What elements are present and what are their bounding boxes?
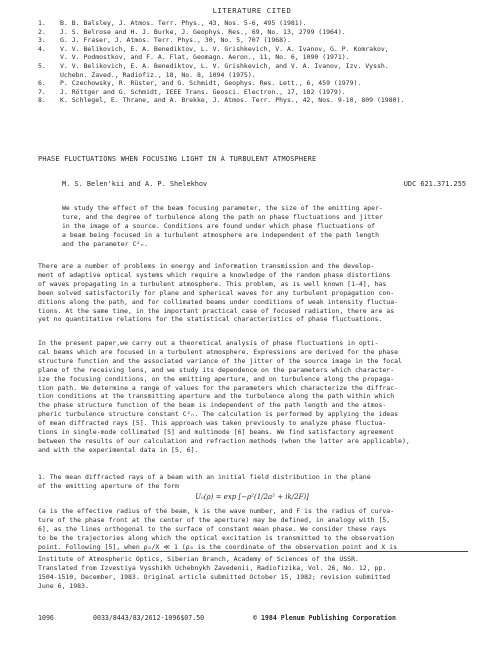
reference-number: 5.	[38, 61, 46, 70]
intro-paragraph	[38, 262, 482, 324]
footnote	[38, 555, 482, 591]
body-line: tion path. We determine a range of values for the parameters which characterize the diffrac-	[38, 383, 399, 392]
body-line: cal beams which are focused in a turbulent atmosphere. Expressions are derived for the phase	[38, 347, 399, 356]
reference-text: G. J. Fraser, J. Atmos. Terr. Phys., 30, No. 5, 707 (1968).	[60, 36, 291, 45]
reference-number: 1.	[38, 19, 46, 27]
body-line: 6], as the lines orthogonal to the surface of constant mean phase. We consider these rays	[38, 524, 387, 533]
body-line: between the results of our calculation and refraction methods (when the latter are applicable),	[38, 436, 410, 445]
footnote-line: 1504-1510, December, 1983. Original article submitted October 15, 1982; revision submitted	[38, 572, 391, 581]
body-line: In the present paper,we carry out a theoretical analysis of phase fluctuations in opti-	[38, 339, 379, 347]
udc-code: UDC 621.371.255	[403, 180, 466, 188]
body-line: ture of the phase front at the center of the aperture) may be defined, in analogy with [5,	[38, 515, 391, 524]
body-line: There are a number of problems in energy and information transmission and the develop-	[38, 262, 375, 270]
reference-number: 6.	[38, 79, 46, 88]
present-paper-paragraph	[38, 339, 482, 455]
abstract-line: We study the effect of the beam focusing parameter, the size of the emitting aper-	[62, 204, 383, 212]
body-line: been solved satisfactorily for plane and spherical waves for any turbulent propagation con-	[38, 288, 395, 297]
body-line: tions. At the same time, in the important practical case of focused radiation, there are as	[38, 306, 395, 315]
article-code: 0033/8443/83/2612-1096$07.50	[93, 614, 205, 622]
body-line: and with the experimental data in [5, 6].	[38, 445, 199, 454]
article-authors: M. S. Belen'kii and A. P. Shelekhov	[62, 180, 208, 188]
body-line: ditions along the path, and for collimated beams under conditions of weak intensity fluctua-	[38, 297, 399, 306]
reference-item	[38, 28, 478, 37]
reference-number: 7.	[38, 87, 46, 96]
reference-text: J. S. Belrose and H. J. Burke, J. Geophys. Res., 69, No. 13, 2799 (1964).	[60, 27, 346, 36]
body-line: pheric turbulence structure constant C²ₙ. The calculation is performed by applying the ideas	[38, 410, 399, 419]
reference-item	[38, 88, 478, 97]
section-one-paragraph	[38, 473, 482, 491]
field-distribution-formula: U₀(ρ) = exp [−ρ²(1/2a² + ik/2F)]	[195, 493, 309, 501]
reference-list	[38, 19, 478, 105]
footnote-line: June 6, 1983.	[38, 581, 89, 590]
body-line: 1. The mean diffracted rays of a beam with an initial field distribution in the plane	[38, 473, 371, 481]
reference-text: V. V. Belikovich, E. A. Benediktov, L. V. Grishkevich, V. A. Ivanov, G. P. Komrakov,	[60, 44, 389, 53]
article-title: PHASE FLUCTUATIONS WHEN FOCUSING LIGHT IN A TURBULENT ATMOSPHERE	[38, 155, 317, 163]
body-line: the phase structure function of the beam is independent of the path length and the atmos-	[38, 401, 387, 410]
body-line: of waves propagating in a turbulent atmosphere. This problem, as is well known [1-4], has	[38, 279, 387, 288]
footnote-line: Translated from Izvestiya Vysshikh Uchebnykh Zavedenii, Radiofizika, Vol. 26, No. 12, pp.	[38, 563, 387, 572]
footnote-line: Institute of Atmospheric Optics, Siberian Branch, Academy of Sciences of the USSR.	[38, 555, 359, 563]
reference-text: B. B. Balsley, J. Atmos. Terr. Phys., 43, Nos. 5-6, 495 (1981).	[60, 19, 307, 27]
body-line: tions in single-mode collimated [5] and multimode [6] beams. We find satisfactory agreement	[38, 428, 395, 437]
copyright-notice: © 1984 Plenum Publishing Corporation	[253, 614, 396, 622]
body-line: structure function and the associated variance of the jitter of the source image in the focal	[38, 356, 402, 365]
reference-number: 3.	[38, 36, 46, 45]
body-line: plane of the receiving lens, and we study its dependence on the parameters which character-	[38, 365, 395, 374]
abstract-line: a beam being focused in a turbulent atmosphere are independent of the path length	[62, 230, 379, 239]
abstract-line: ture, and the degree of turbulence along the path on phase fluctuations and jitter	[62, 212, 383, 221]
reference-text: V. V. Belikovich, E. A. Benediktov, L. V. Grishkevich, and V. A. Ivanov, Izv. Vyssh.	[60, 61, 389, 70]
reference-number: 8.	[38, 96, 46, 105]
page-number: 1096	[38, 614, 54, 622]
reference-item	[38, 62, 478, 79]
body-line: ize the focusing conditions, on the emitting aperture, and on turbulence along the propaga-	[38, 374, 395, 383]
body-line: yet no quantitative relations for the statistical characteristics of phase fluctuations.	[38, 315, 383, 324]
reference-text: P. Czechowsky, R. Rüster, and G. Schmidt, Geophys. Res. Lett., 6, 459 (1979).	[60, 79, 362, 88]
definition-paragraph	[38, 507, 482, 552]
body-line: ment of adaptive optical systems which require a knowledge of the random phase distortions	[38, 270, 391, 279]
abstract-line: in the image of a source. Conditions are found under which phase fluctuations of	[62, 221, 376, 230]
reference-text: V. V. Podmostkov, and F. A. Flat, Geomagn. Aeron., 11, No. 6, 1090 (1971).	[60, 53, 350, 62]
reference-item	[38, 45, 478, 62]
reference-text: J. Röttger and G. Schmidt, IEEE Trans. Geosci. Electron., 17, 182 (1979).	[60, 87, 346, 96]
body-line: tion conditions at the transmitting aperture and the turbulence along the path within which	[38, 392, 395, 401]
body-line: to be the trajectories along which the optical excitation is transmitted to the observation	[38, 533, 395, 542]
literature-cited-heading: LITERATURE CITED	[212, 6, 292, 15]
reference-text: Uchebn. Zaved., Radiofiz., 18, No. 8, 1094 (1975).	[60, 70, 256, 79]
footnote-divider	[38, 551, 468, 552]
reference-item	[38, 96, 478, 105]
abstract	[62, 204, 482, 249]
reference-text: K. Schlegel, E. Thrane, and A. Brekke, J. Atmos. Terr. Phys., 42, Nos. 9-10, 809 (1980).	[60, 96, 405, 105]
reference-number: 4.	[38, 44, 46, 53]
abstract-line: and the parameter C²ₙ.	[62, 239, 149, 248]
reference-item	[38, 36, 478, 45]
body-line: (a is the effective radius of the beam, k is the wave number, and F is the radius of curva-	[38, 507, 395, 515]
body-line: point. Following [5], when ρ₀/X ≪ 1 (ρ₀ is the coordinate of the observation point and X is	[38, 542, 398, 551]
reference-item	[38, 19, 478, 28]
reference-item	[38, 79, 478, 88]
body-line: of the emitting aperture of the form	[38, 481, 179, 490]
body-line: of mean diffracted rays [5]. This approach was taken previously to analyze phase fluctua-	[38, 419, 387, 428]
reference-number: 2.	[38, 27, 46, 36]
